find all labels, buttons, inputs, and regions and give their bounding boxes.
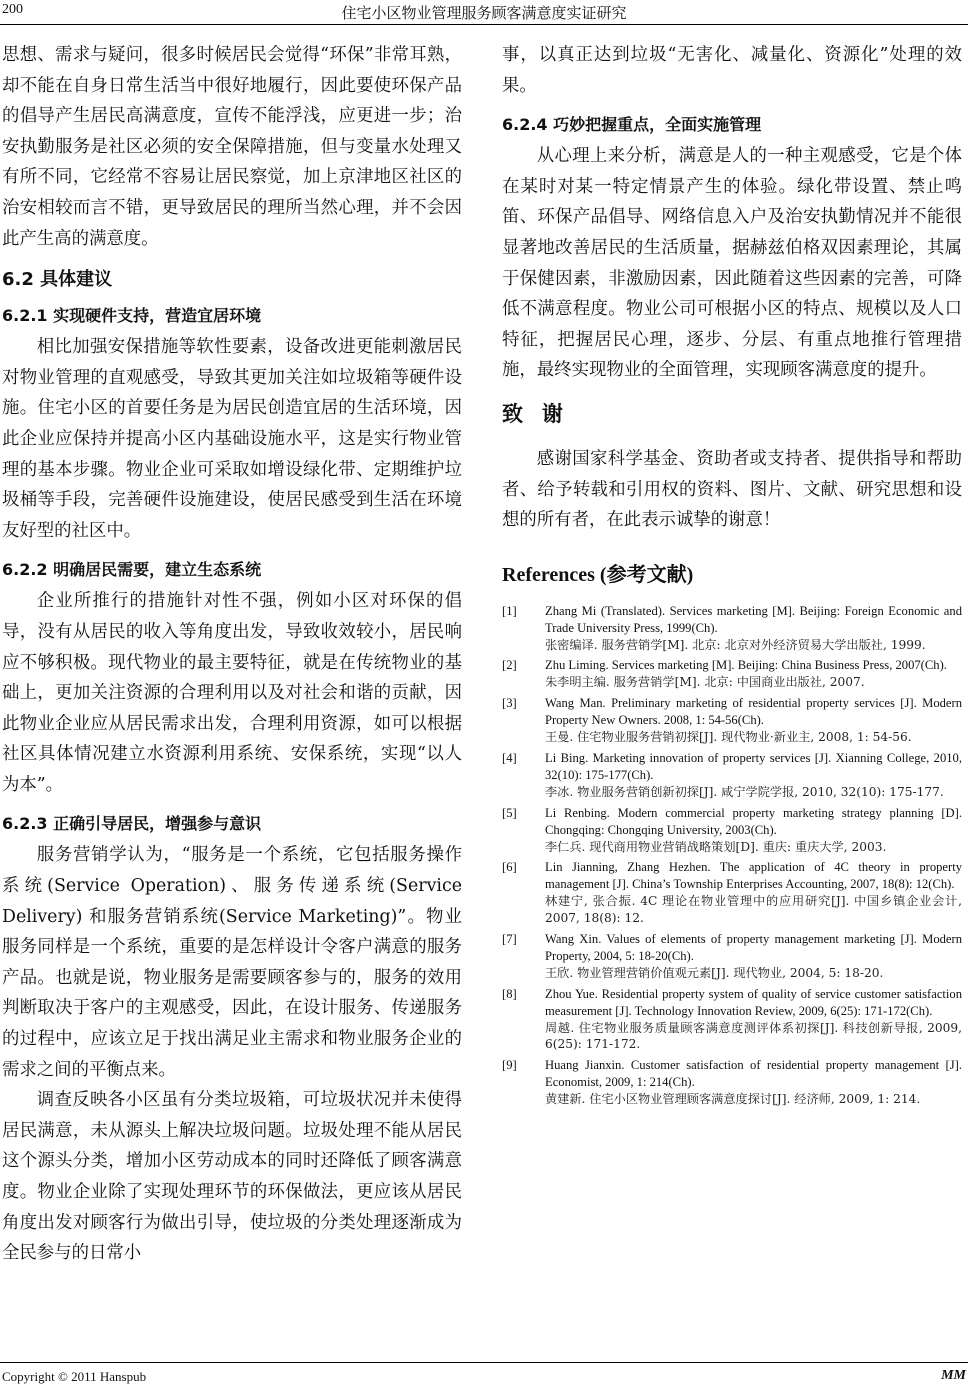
section-heading-6-2: 6.2 具体建议 [2,269,113,291]
reference-item [502,603,962,654]
paragraph: 相比加强安保措施等软性要素，设备改进更能刺激居民对物业管理的直观感受，导致其更加关注如垃圾箱等硬件设施。住宅小区的首要任务是为居民创造宜居的生活环境，因此企业应保持并提高小区内基础设施水平，这是实行物业管理的基本步骤。物业企业可采取如增设绿化带、定期维护垃圾桶等手段，完善硬件设施建设，使居民感受到生活在环境友好型的社区中。 [2,337,462,541]
reference-number: [4] [502,750,517,765]
reference-item [502,1057,962,1108]
reference-english: Li Bing. Marketing innovation of property services [J]. Xianning College, 2010, 32(10): 175-177(Ch). [545,750,962,782]
paragraph: 服务营销学认为，“服务是一个系统，它包括服务操作系统(Service Operation)、服务传递系统(Service Delivery) 和服务营销系统(Service Marketing)”。物业服务同样是一个系统，重要的是怎样设计令客户满意的服务产品。也就是说，物业服务是需要顾客参与的，服务的效用判断取决于客户的主观感受，因此，在设计服务、传递服务的过程中，应该立足于找出满足业主需求和物业服务企业的需求之间的平衡点来。 [2,845,462,1080]
reference-number: [3] [502,696,517,711]
reference-english: Zhang Mi (Translated). Services marketing [M]. Beijing: Foreign Economic and Trade University Press, 1999(Ch). [545,603,962,635]
left-column [2,40,462,1269]
reference-chinese: 王欣. 物业管理营销价值观元素[J]. 现代物业, 2004, 5: 18-20. [545,965,884,980]
reference-number: [9] [502,1058,517,1073]
subsection-heading-6-2-1: 6.2.1 实现硬件支持，营造宜居环境 [2,306,262,326]
reference-item [502,931,962,982]
subsection-heading-6-2-4: 6.2.4 巧妙把握重点，全面实施管理 [502,115,762,135]
reference-english: Lin Jianning, Zhang Hezhen. The application of 4C theory in property management [J]. China’s Township Enterprises Accounting, 2007, 18(8): 12(Ch). [545,860,962,892]
reference-english: Li Renbing. Modern commercial property marketing strategy planning [D]. Chongqing: Chongqing University, 2003(Ch). [545,805,962,837]
reference-english: Wang Man. Preliminary marketing of residential property services [J]. Modern Property New Owners. 2008, 1: 54-56(Ch). [545,696,962,728]
reference-item [502,986,962,1054]
reference-english: Huang Jianxin. Customer satisfaction of residential property management [J]. Economist, 2009, 1: 214(Ch). [545,1058,962,1090]
running-title: 住宅小区物业管理服务顾客满意度实证研究 [341,4,627,22]
reference-list [502,603,962,1108]
reference-english: Wang Xin. Values of elements of property management marketing [J]. Modern Property, 2004, 5: 18-20(Ch). [545,932,962,963]
reference-number: [8] [502,986,517,1001]
header-rule [0,24,968,25]
reference-english: Zhou Yue. Residential property system of quality of service customer satisfaction measurement [J]. Technology Innovation Review, 2009, 6(25): 171-172(Ch). [545,986,962,1018]
paragraph: 思想、需求与疑问，很多时候居民会觉得“环保”非常耳熟，却不能在自身日常生活当中很好地履行，因此要使环保产品的倡导产生居民高满意度，宣传不能浮浅，应更进一步；治安执勤服务是社区必须的安全保障措施，但与变量水处理又有所不同，它经常不容易让居民察觉，加上京津地区社区的治安相较而言不错，更导致居民的理所当然心理，并不会因此产生高的满意度。 [2,45,462,249]
reference-number: [1] [502,603,517,618]
subsection-heading-6-2-3: 6.2.3 正确引导居民，增强参与意识 [2,814,262,834]
reference-item [502,750,962,801]
reference-number: [7] [502,932,517,947]
reference-item [502,695,962,746]
journal-abbreviation: MM [941,1368,966,1383]
paragraph: 事，以真正达到垃圾“无害化、减量化、资源化”处理的效果。 [502,45,962,96]
reference-english: Zhu Liming. Services marketing [M]. Beijing: China Business Press, 2007(Ch). [545,658,947,673]
paragraph: 从心理上来分析，满意是人的一种主观感受，它是个体在某时对某一特定情景产生的体验。绿化带设置、禁止鸣笛、环保产品倡导、网络信息入户及治安执勤情况并不能很显著地改善居民的生活质量，据赫兹伯格双因素理论，其属于保健因素，非激励因素，因此随着这些因素的完善，可降低不满意程度。物业公司可根据小区的特点、规模以及人口特征，把握居民心理，逐步、分层、有重点地推行管理措施，最终实现物业的全面管理，实现顾客满意度的提升。 [502,146,962,381]
paragraph: 调查反映各小区虽有分类垃圾箱，可垃圾状况并未使得居民满意，未从源头上解决垃圾问题。垃圾处理不能从居民这个源头分类，增加小区劳动成本的同时还降低了顾客满意度。物业企业除了实现处理环节的环保做法，更应该从居民角度出发对顾客行为做出引导，使垃圾的分类处理逐渐成为全民参与的日常小 [2,1090,462,1264]
footer-rule [0,1362,968,1363]
copyright-notice: Copyright © 2011 Hanspub [2,1369,147,1384]
reference-item [502,805,962,856]
reference-chinese: 张密编译. 服务营销学[M]. 北京: 北京对外经济贸易大学出版社, 1999. [545,637,926,652]
reference-number: [6] [502,860,517,875]
reference-item [502,859,962,927]
reference-number: [5] [502,805,517,820]
page-number: 200 [2,2,23,17]
reference-chinese: 李冰. 物业服务营销创新初探[J]. 咸宁学院学报, 2010, 32(10): 175-177. [545,784,944,799]
reference-chinese: 王曼. 住宅物业服务营销初探[J]. 现代物业·新业主, 2008, 1: 54-56. [545,730,912,745]
reference-chinese: 周越. 住宅物业服务质量顾客满意度测评体系初探[J]. 科技创新导报, 2009, 6(25): 171-172. [545,1020,962,1052]
page-footer [0,1356,968,1386]
reference-chinese: 朱李明主编. 服务营销学[M]. 北京: 中国商业出版社, 2007. [545,675,865,690]
page-header [0,0,968,26]
reference-chinese: 林建宁, 张合振. 4C 理论在物业管理中的应用研究[J]. 中国乡镇企业会计, 2007, 18(8): 12. [545,894,962,926]
acknowledgement-text: 感谢国家科学基金、资助者或支持者、提供指导和帮助者、给予转载和引用权的资料、图片、文献、研究思想和设想的所有者，在此表示诚挚的谢意！ [502,448,962,531]
subsection-heading-6-2-2: 6.2.2 明确居民需要，建立生态系统 [2,560,262,580]
references-heading: References (参考文献) [502,563,694,586]
right-column [502,40,962,1112]
reference-chinese: 李仁兵. 现代商用物业营销战略策划[D]. 重庆: 重庆大学, 2003. [545,839,887,854]
reference-number: [2] [502,658,517,673]
reference-chinese: 黄建新. 住宅小区物业管理顾客满意度探讨[J]. 经济师, 2009, 1: 214. [545,1092,921,1107]
reference-item [502,657,962,691]
acknowledgement-heading: 致谢 [502,401,582,426]
paragraph: 企业所推行的措施针对性不强，例如小区对环保的倡导，没有从居民的收入等角度出发，导致收效较小，居民响应不够积极。现代物业的最主要特征，就是在传统物业的基础上，更加关注资源的合理利用以及对社会和谐的贡献，因此物业企业应从居民需求出发，合理利用资源，如可以根据社区具体情况建立水资源利用系统、安保系统，实现“以人为本”。 [2,591,462,795]
